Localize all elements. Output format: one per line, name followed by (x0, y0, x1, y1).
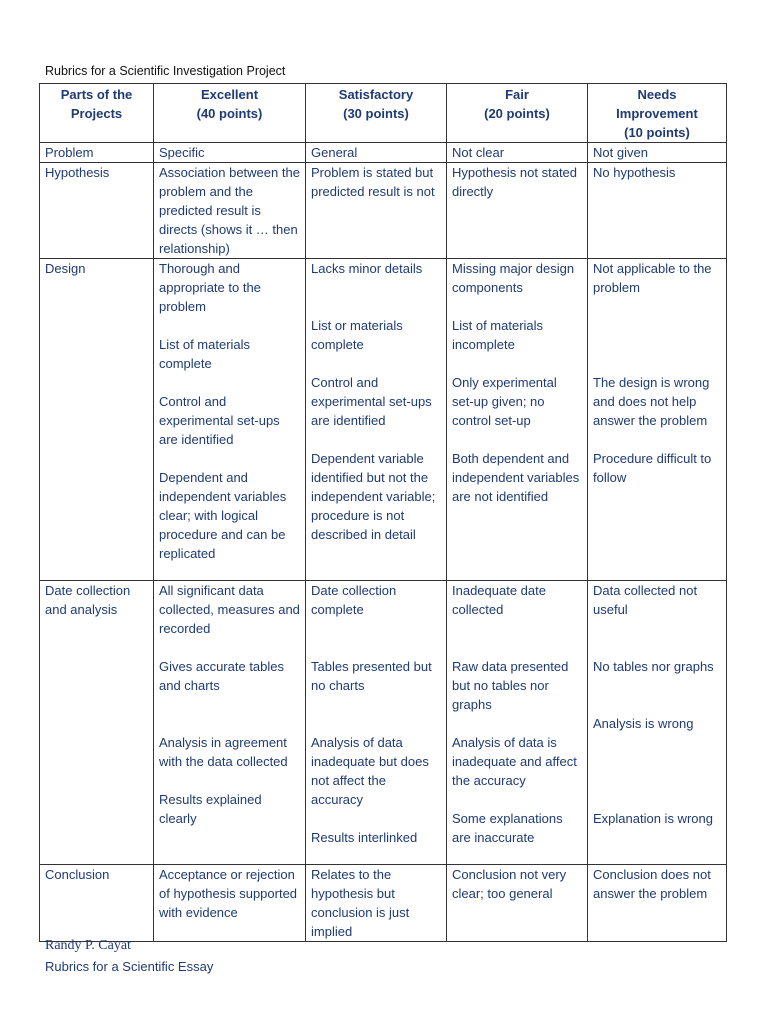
criterion: The design is wrong and does not help answer the problem (593, 375, 710, 428)
header-needs-improvement: Needs Improvement (10 points) (588, 84, 727, 143)
criterion: Tables presented but no charts (311, 659, 432, 693)
cell-satisfactory: Problem is stated but predicted result is not (306, 163, 447, 259)
cell-excellent: Specific (154, 143, 306, 163)
row-data-collection (40, 581, 727, 865)
criterion: Explanation is wrong (593, 811, 713, 826)
cell-needs: No hypothesis (588, 163, 727, 259)
document-title: Rubrics for a Scientific Investigation Project (45, 64, 286, 78)
criterion: Control and experimental set-ups are identified (311, 375, 432, 428)
criterion: Analysis is wrong (593, 716, 694, 731)
cell-fair: Hypothesis not stated directly (447, 163, 588, 259)
cell-excellent (154, 259, 306, 581)
cell-part: Hypothesis (40, 163, 154, 259)
cell-fair (447, 581, 588, 865)
author-name: Randy P. Cayat (45, 938, 131, 953)
criterion: Raw data presented but no tables nor graphs (452, 659, 569, 712)
criterion: Data collected not useful (593, 583, 698, 617)
criterion: Analysis in agreement with the data collected (159, 735, 288, 769)
cell-needs (588, 259, 727, 581)
criterion: Analysis of data inadequate but does not affect the accuracy (311, 735, 429, 807)
next-section-title: Rubrics for a Scientific Essay (45, 959, 214, 974)
cell-excellent: Association between the problem and the predicted result is directs (shows it … then relationship) (154, 163, 306, 259)
row-hypothesis (40, 163, 727, 259)
criterion: Dependent variable identified but not the independent variable; procedure is not described in detail (311, 451, 436, 542)
criterion: Only experimental set-up given; no control set-up (452, 375, 557, 428)
criterion: Not applicable to the problem (593, 261, 712, 295)
criterion: Date collection complete (311, 583, 397, 617)
criterion: No tables nor graphs (593, 659, 714, 674)
cell-needs (588, 581, 727, 865)
header-parts: Parts of the Projects (40, 84, 154, 143)
header-row (40, 84, 727, 143)
criterion: Missing major design components (452, 261, 575, 295)
criterion: List of materials incomplete (452, 318, 544, 352)
criterion: List or materials complete (311, 318, 403, 352)
cell-satisfactory: Relates to the hypothesis but conclusion is just implied (306, 865, 447, 942)
cell-excellent: Acceptance or rejection of hypothesis supported with evidence (154, 865, 306, 942)
rubric-table (39, 83, 727, 942)
header-excellent: Excellent (40 points) (154, 84, 306, 143)
cell-part: Problem (40, 143, 154, 163)
cell-satisfactory (306, 259, 447, 581)
row-problem (40, 143, 727, 163)
criterion: Lacks minor details (311, 261, 423, 276)
cell-part: Date collection and analysis (40, 581, 154, 865)
header-fair: Fair (20 points) (447, 84, 588, 143)
criterion: Inadequate date collected (452, 583, 546, 617)
criterion: Results explained clearly (159, 792, 262, 826)
cell-satisfactory (306, 581, 447, 865)
criterion: Dependent and independent variables clear; with logical procedure and can be replicated (159, 470, 287, 561)
cell-satisfactory: General (306, 143, 447, 163)
cell-excellent (154, 581, 306, 865)
cell-fair: Conclusion not very clear; too general (447, 865, 588, 942)
criterion: Results interlinked (311, 830, 418, 845)
criterion: All significant data collected, measures and recorded (159, 583, 300, 636)
criterion: Analysis of data is inadequate and affect the accuracy (452, 735, 577, 788)
criterion: Control and experimental set-ups are identified (159, 394, 280, 447)
row-design (40, 259, 727, 581)
criterion: Some explanations are inaccurate (452, 811, 563, 845)
criterion: Procedure difficult to follow (593, 451, 712, 485)
cell-part: Design (40, 259, 154, 581)
header-satisfactory: Satisfactory (30 points) (306, 84, 447, 143)
criterion: Thorough and appropriate to the problem (159, 261, 261, 314)
cell-needs: Not given (588, 143, 727, 163)
criterion: Both dependent and independent variables are not identified (452, 451, 580, 504)
cell-fair: Not clear (447, 143, 588, 163)
criterion: List of materials complete (159, 337, 251, 371)
cell-part: Conclusion (40, 865, 154, 942)
criterion: Gives accurate tables and charts (159, 659, 285, 693)
cell-needs: Conclusion does not answer the problem (588, 865, 727, 942)
row-conclusion (40, 865, 727, 942)
cell-fair (447, 259, 588, 581)
